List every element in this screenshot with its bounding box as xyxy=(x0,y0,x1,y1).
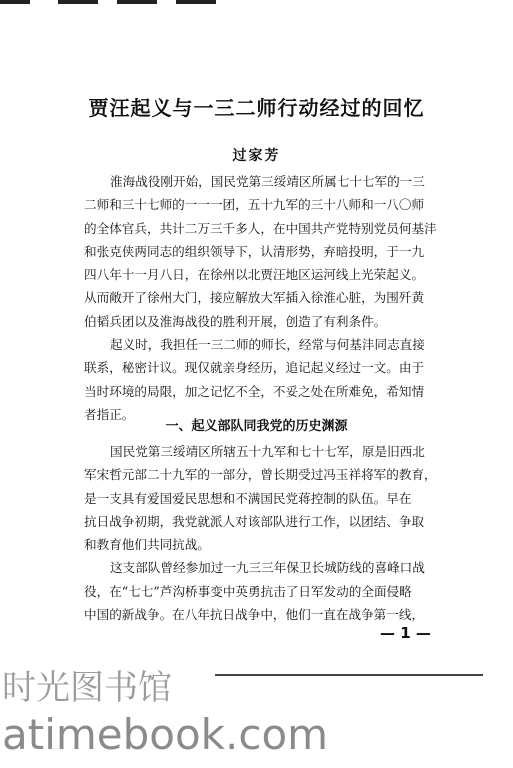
section-heading: 一、起义部队同我党的历史渊源 xyxy=(165,419,348,434)
paragraph-4 xyxy=(84,556,462,626)
text-line: 这支部队曾经参加过一九三三年保卫长城防线的喜峰口战 xyxy=(110,560,425,576)
scan-edge-mark xyxy=(0,0,30,4)
document-body xyxy=(84,170,462,426)
page-title: 贾汪起义与一三二师行动经过的回忆 xyxy=(88,96,425,120)
text-line: 的全体官兵，共计二万三千多人，在中国共产党特别党员何基沣 xyxy=(84,220,437,236)
text-line: 国民党第三绥靖区所辖五十九军和七十七军，原是旧西北 xyxy=(110,444,425,459)
watermark-cn: 时光图书馆 xyxy=(2,668,172,708)
paragraph-1 xyxy=(84,170,462,333)
scan-edge-mark xyxy=(117,0,157,4)
text-line: 从而敞开了徐州大门，接应解放大军插入徐淮心脏，为围歼黄 xyxy=(84,290,425,306)
text-line: 中国的新战争。在八年抗日战争中，他们一直在战争第一线， xyxy=(84,607,425,623)
text-line: 者指正。 xyxy=(84,406,135,422)
text-line: 役，在“七七”芦沟桥事变中英勇抗击了日军发动的全面侵略 xyxy=(84,583,412,599)
watermark-en: atimebook.com xyxy=(2,710,329,759)
text-line: 和张克侠两同志的组织领导下，认清形势，弃暗投明，于一九 xyxy=(84,243,425,259)
paragraph-3 xyxy=(84,440,462,556)
author-name: 过家芳 xyxy=(232,148,281,164)
scan-edge-mark xyxy=(58,0,98,4)
text-line: 起义时，我担任一三二师的师长，经常与何基沣同志直接 xyxy=(110,337,425,353)
text-line: 淮海战役刚开始，国民党第三绥靖区所属七十七军的一三 xyxy=(110,174,425,189)
text-line: 军宋哲元部二十九军的一部分，曾长期受过冯玉祥将军的教育， xyxy=(84,467,437,483)
document-body-2 xyxy=(84,440,462,626)
text-line: 二师和三十七师的一一一团，五十九军的三十八师和一八〇师 xyxy=(84,197,425,213)
text-line: 是一支具有爱国爱民思想和不满国民党蒋控制的队伍。早在 xyxy=(84,490,412,506)
text-line: 伯韬兵团以及淮海战役的胜利开展，创造了有利条件。 xyxy=(84,313,387,329)
footer-rule xyxy=(215,674,483,676)
text-line: 四八年十一月八日，在徐州以北贾汪地区运河线上光荣起义。 xyxy=(84,267,425,283)
text-line: 联系，秘密计议。现仅就亲身经历，追记起义经过一文。由于 xyxy=(84,360,425,376)
text-line: 当时环境的局限，加之记忆不全，不妥之处在所难免，希知情 xyxy=(84,383,425,399)
text-line: 和教育他们共同抗战。 xyxy=(84,537,210,553)
paragraph-2 xyxy=(84,333,462,426)
page-number: — 1 — xyxy=(380,624,431,642)
scan-edge-mark xyxy=(176,0,216,4)
text-line: 抗日战争初期，我党就派人对该部队进行工作，以团结、争取 xyxy=(84,513,425,529)
